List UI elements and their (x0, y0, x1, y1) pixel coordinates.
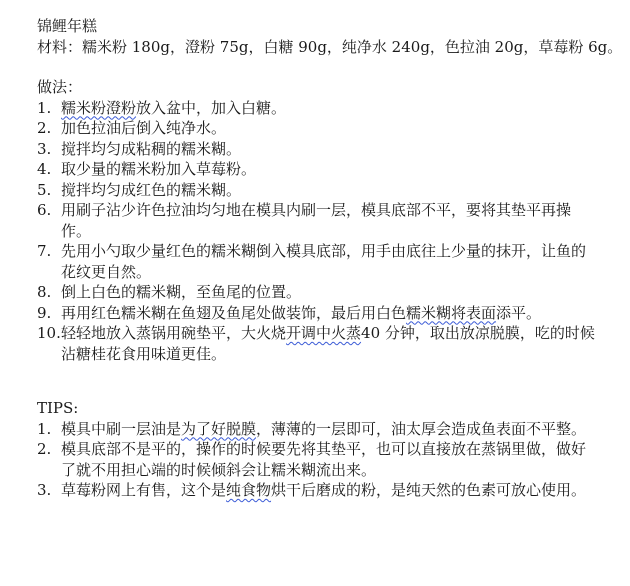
step-number: 6. (37, 201, 52, 219)
tip-number: 1. (37, 419, 52, 438)
step-item (37, 303, 597, 324)
tip-item (37, 419, 597, 440)
step-item (37, 241, 597, 282)
flagged-text: 糯米粉澄粉 (61, 98, 137, 117)
step-item (37, 323, 597, 364)
tip-number: 2. (37, 440, 52, 458)
recipe-title: 锦鲤年糕 (37, 17, 98, 35)
step-number: 2. (37, 119, 52, 137)
materials-line: 材料：糯米粉 180g，澄粉 75g，白糖 90g，纯净水 240g，色拉油 20g，草莓粉 6g。 (37, 37, 623, 56)
spacer (37, 57, 597, 77)
tips-list (37, 419, 597, 501)
step-text: 倒上白色的糯米糊，至鱼尾的位置。 (61, 283, 302, 301)
tip-number: 3. (37, 481, 52, 499)
step-number: 9. (37, 303, 52, 322)
step-text: 取少量的糯米粉加入草莓粉。 (61, 160, 257, 178)
flagged-text: 为了好脱膜 (181, 419, 257, 438)
step-item (37, 159, 597, 180)
flagged-text: 纯食物 (226, 481, 272, 499)
spacer (37, 364, 597, 398)
step-text: 搅拌均匀成粘稠的糯米糊。 (61, 139, 242, 158)
step-number: 10. (37, 324, 61, 342)
tips-heading: TIPS: (37, 399, 79, 417)
step-number: 5. (37, 180, 52, 199)
step-item (37, 282, 597, 303)
tip-text: 草莓粉网上有售，这个是纯食物烘干后磨成的粉，是纯天然的色素可放心使用。 (61, 481, 587, 499)
step-item (37, 118, 597, 139)
step-text: 用刷子沾少许色拉油均匀地在模具内刷一层，模具底部不平，要将其垫平再操作。 (61, 201, 572, 240)
step-text: 再用红色糯米糊在鱼翅及鱼尾处做装饰，最后用白色糯米糊将表面添平。 (61, 303, 542, 322)
step-item (37, 139, 597, 160)
tip-text: 模具中刷一层油是为了好脱膜，薄薄的一层即可，油太厚会造成鱼表面不平整。 (61, 419, 587, 438)
step-text: 加色拉油后倒入纯净水。 (61, 119, 227, 137)
method-steps (37, 98, 597, 365)
recipe-document (37, 16, 623, 501)
step-number: 1. (37, 98, 52, 117)
step-text: 糯米粉澄粉放入盆中，加入白糖。 (61, 98, 287, 117)
tip-item (37, 480, 597, 501)
step-number: 3. (37, 139, 52, 158)
flagged-text: 糯米糊将表面 (406, 303, 497, 322)
step-item (37, 98, 597, 119)
tip-item (37, 439, 597, 480)
step-number: 8. (37, 283, 52, 301)
step-number: 4. (37, 160, 52, 178)
step-item (37, 180, 597, 201)
method-heading: 做法： (37, 78, 83, 96)
tip-text: 模具底部不是平的，操作的时候要先将其垫平，也可以直接放在蒸锅里做，做好了就不用担心端的时候倾斜会让糯米糊流出来。 (61, 440, 587, 479)
step-text: 搅拌均匀成红色的糯米糊。 (61, 180, 242, 199)
step-item (37, 200, 597, 241)
step-text: 先用小勺取少量红色的糯米糊倒入模具底部，用手由底往上少量的抹开，让鱼的花纹更自然。 (61, 242, 587, 281)
step-number: 7. (37, 242, 52, 260)
step-text: 轻轻地放入蒸锅用碗垫平，大火烧开调中火蒸40 分钟，取出放凉脱膜，吃的时候沾糖桂花食用味道更佳。 (61, 324, 595, 363)
flagged-text: 开调中火蒸 (286, 324, 362, 342)
